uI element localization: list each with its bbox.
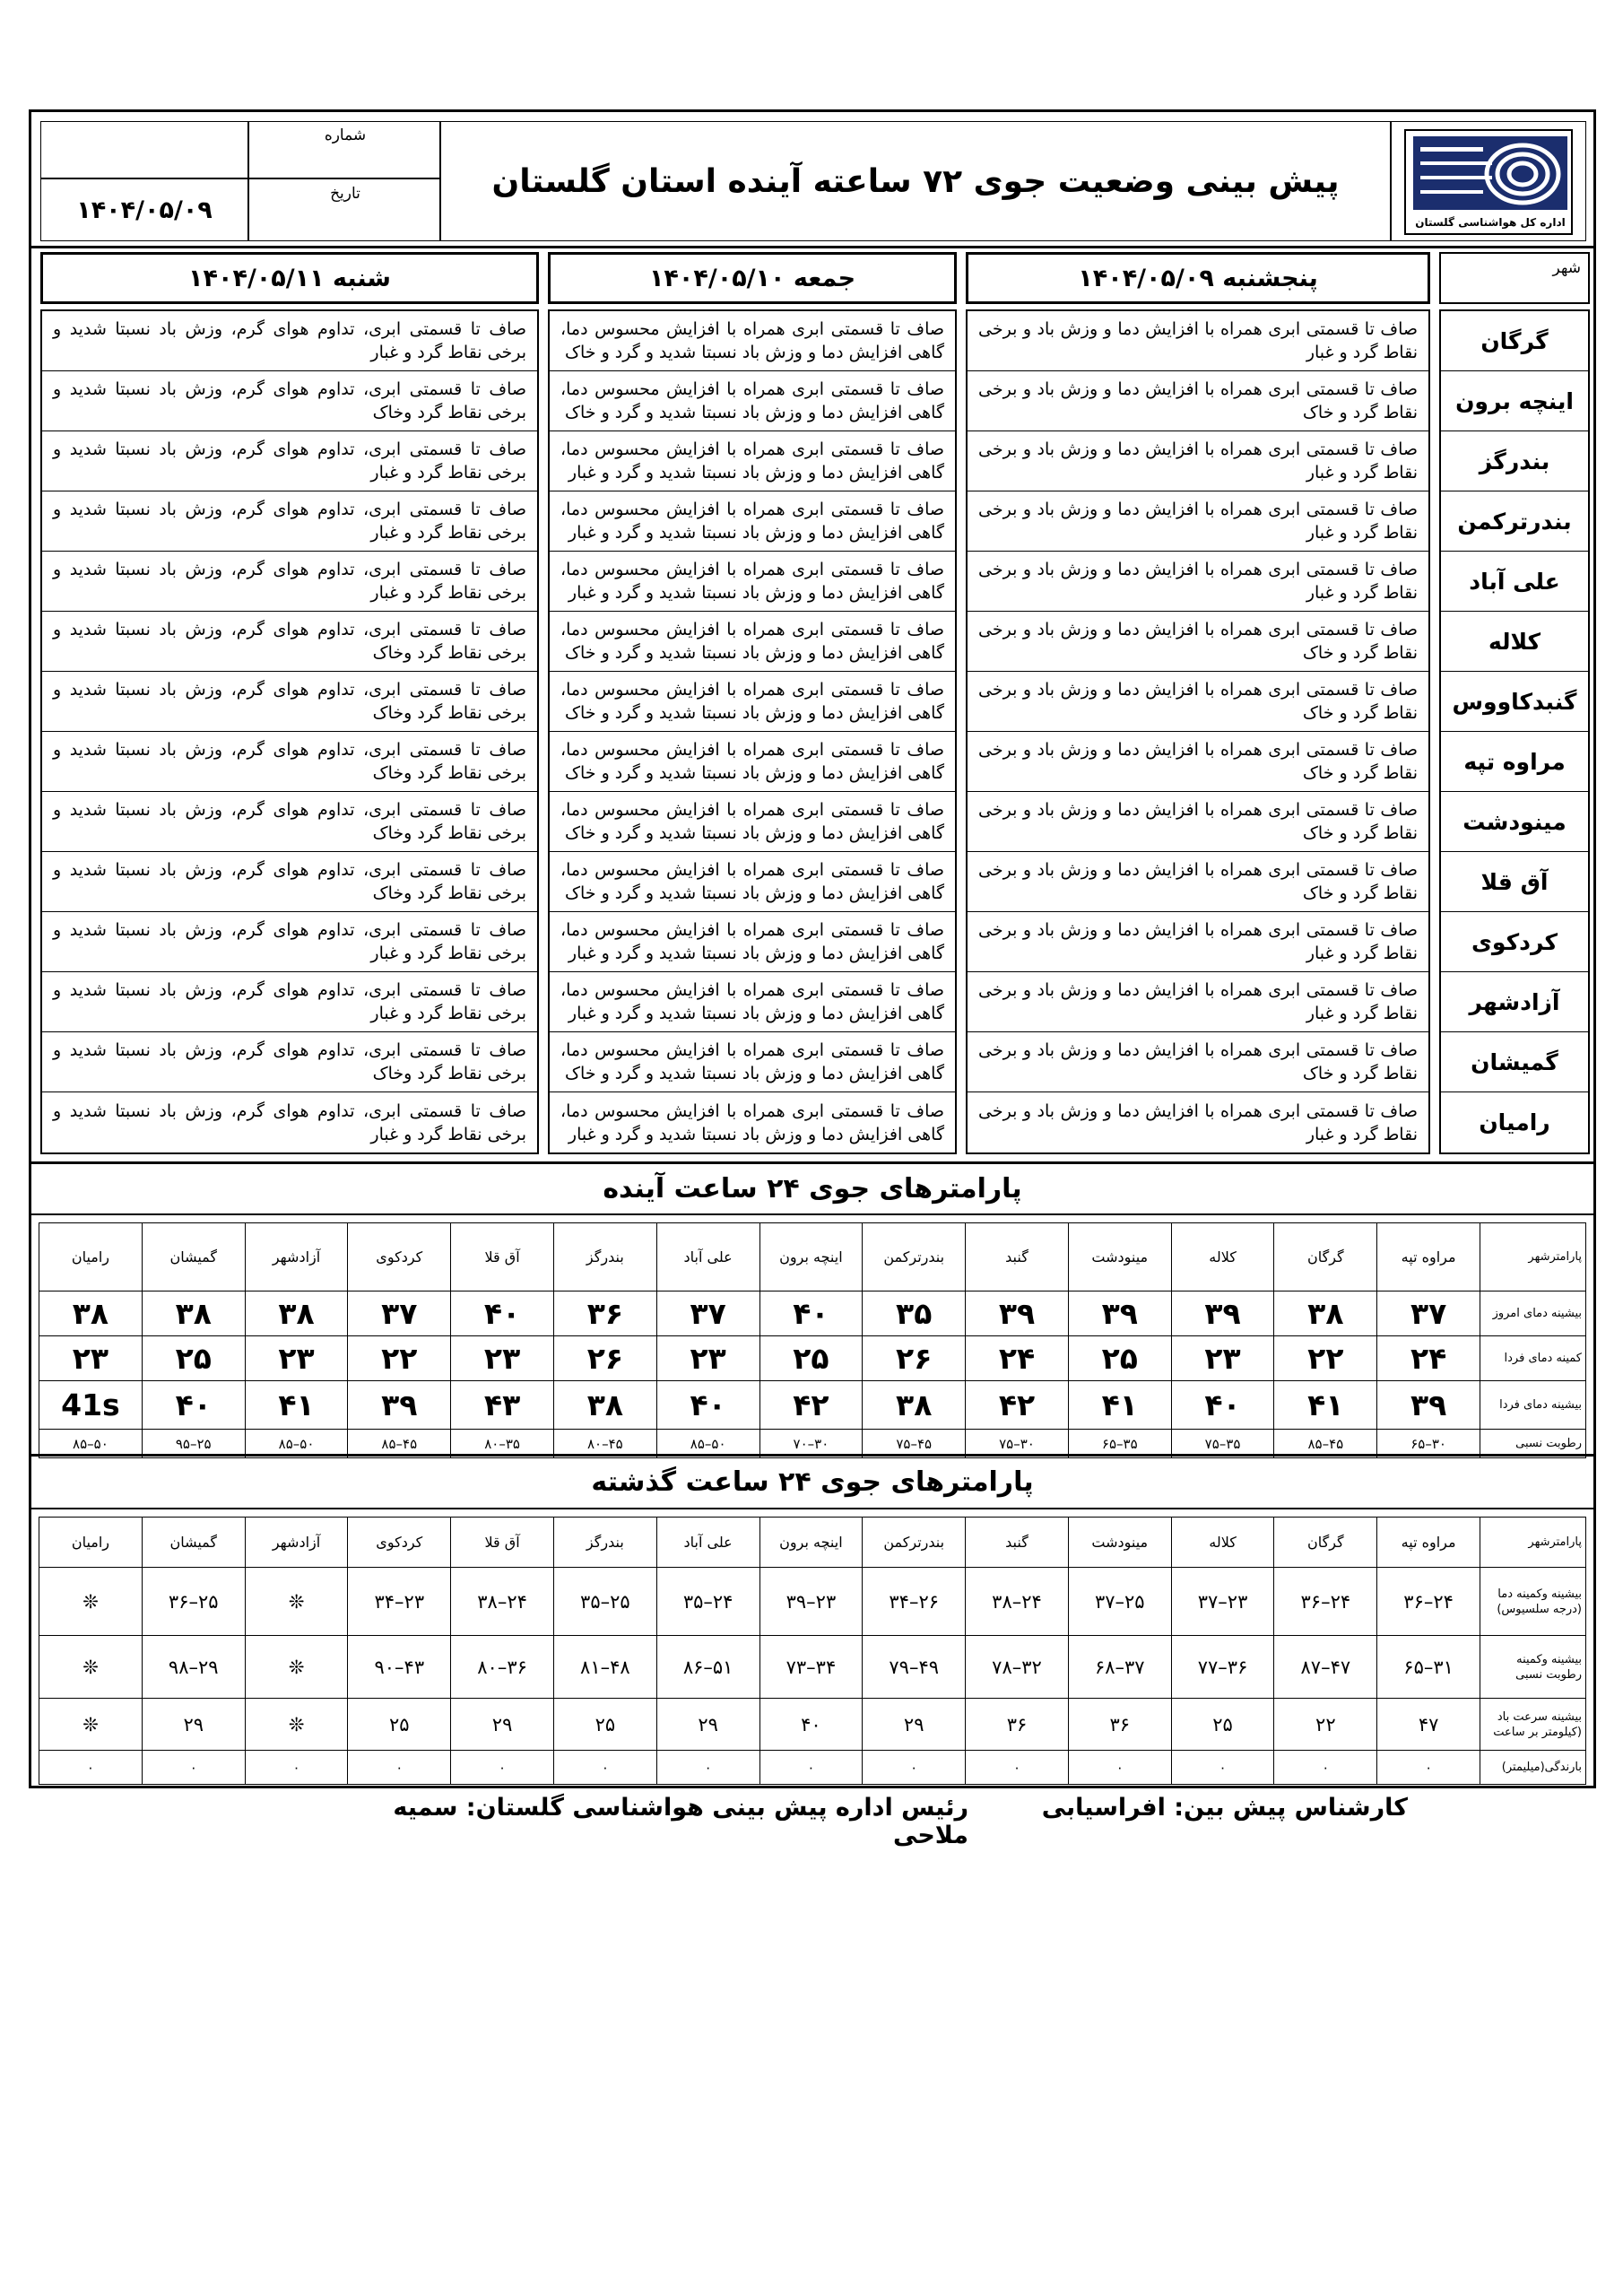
table-row	[39, 1699, 1586, 1751]
forecast-day1: صاف تا قسمتی ابری همراه با افزایش دما و وزش باد و برخی نقاط گرد و خاک	[968, 672, 1428, 732]
table-cell: ۳۸	[863, 1381, 966, 1430]
table-cell: ۰	[1068, 1751, 1171, 1785]
table-cell: ۲۵	[142, 1336, 245, 1381]
day-header-saturday: شنبه ۱۴۰۴/۰۵/۱۱	[40, 252, 539, 304]
row-label: بیشینه دمای فردا	[1480, 1381, 1586, 1430]
forecast-day2: صاف تا قسمتی ابری همراه با افزایش محسوس دما، گاهی افزایش دما و وزش باد نسبتا شدید و گرد و خاک	[550, 1032, 955, 1092]
row-label: بیشینه وکمینه رطوبت نسبی	[1480, 1636, 1586, 1699]
table-cell: ۲۵–۳۷	[1068, 1568, 1171, 1636]
table-cell: ۰	[39, 1751, 143, 1785]
city-name: گمیشان	[1441, 1032, 1588, 1092]
past24-table	[39, 1517, 1586, 1785]
table-cell: ❊	[39, 1699, 143, 1751]
table-cell: ۲۵–۹۵	[142, 1430, 245, 1458]
table-cell: ۲۹	[656, 1699, 759, 1751]
table-cell: ۴۰	[142, 1381, 245, 1430]
forecast-day1: صاف تا قسمتی ابری همراه با افزایش دما و وزش باد و برخی نقاط گرد و خاک	[968, 792, 1428, 852]
table-cell: ۲۹–۹۸	[142, 1636, 245, 1699]
forecaster-name: کارشناس پیش بین: افراسیابی	[1041, 1794, 1408, 1822]
table-cell: ۳۵–۶۵	[1068, 1430, 1171, 1458]
table-cell: ۴۱	[1068, 1381, 1171, 1430]
table-cell: ۳۲–۷۸	[966, 1636, 1069, 1699]
table-cell: ۲۵	[1068, 1336, 1171, 1381]
table-cell: ۵۱–۸۶	[656, 1636, 759, 1699]
city-name: اینچه برون	[1441, 371, 1588, 431]
city-column-header: آزادشهر	[245, 1223, 348, 1292]
table-cell: ۳۶–۸۰	[451, 1636, 554, 1699]
city-column-header: مینودشت	[1068, 1223, 1171, 1292]
table-cell: ۳۷	[348, 1292, 451, 1336]
forecast-sheet	[29, 109, 1596, 1788]
table-cell: ۲۵	[553, 1699, 656, 1751]
city-name: کردکوی	[1441, 912, 1588, 972]
city-column-header: مینودشت	[1068, 1518, 1171, 1568]
forecast-day1: صاف تا قسمتی ابری همراه با افزایش دما و وزش باد و برخی نقاط گرد و غبار	[968, 552, 1428, 612]
number-value	[41, 122, 247, 178]
table-cell: ۲۴–۳۵	[656, 1568, 759, 1636]
table-cell: ۰	[966, 1751, 1069, 1785]
table-cell: ۰	[1377, 1751, 1480, 1785]
city-column-header: بندرگز	[553, 1518, 656, 1568]
forecast-day2: صاف تا قسمتی ابری همراه با افزایش محسوس دما، گاهی افزایش دما و وزش باد نسبتا شدید و گرد و خاک	[550, 792, 955, 852]
table-cell: ۲۶	[553, 1336, 656, 1381]
city-name: گنبدکاووس	[1441, 672, 1588, 732]
table-cell: ۲۳–۳۴	[348, 1568, 451, 1636]
forecast-day1: صاف تا قسمتی ابری همراه با افزایش دما و وزش باد و برخی نقاط گرد و غبار	[968, 431, 1428, 491]
day-header-thursday: پنجشنبه ۱۴۰۴/۰۵/۰۹	[966, 252, 1430, 304]
table-cell: ۲۳	[39, 1336, 143, 1381]
forecast-day3: صاف تا قسمتی ابری، تداوم هوای گرم، وزش باد نسبتا شدید و برخی نقاط گرد وخاک	[42, 672, 537, 732]
table-cell: ۲۹	[451, 1699, 554, 1751]
table-cell: ۳۸	[1274, 1292, 1377, 1336]
table-cell: ۳۷	[656, 1292, 759, 1336]
next24-title: پارامترهای جوی ۲۴ ساعت آینده	[31, 1161, 1593, 1215]
city-column-header: رامیان	[39, 1518, 143, 1568]
city-name: بندرگز	[1441, 431, 1588, 491]
table-cell: ۴۵–۷۵	[863, 1430, 966, 1458]
table-row	[39, 1381, 1586, 1430]
table-cell: ۳۷–۶۸	[1068, 1636, 1171, 1699]
row-label: رطوبت نسبی	[1480, 1430, 1586, 1458]
table-cell: ۳۵–۷۵	[1171, 1430, 1274, 1458]
row-label: کمینه دمای فردا	[1480, 1336, 1586, 1381]
table-cell: ۴۸–۸۱	[553, 1636, 656, 1699]
city-name: بندرترکمن	[1441, 491, 1588, 552]
table-row	[39, 1292, 1586, 1336]
city-column-header: گرگان	[1274, 1518, 1377, 1568]
table-cell: ۳۹	[966, 1292, 1069, 1336]
forecast-day1: صاف تا قسمتی ابری همراه با افزایش دما و وزش باد و برخی نقاط گرد و خاک	[968, 852, 1428, 912]
table-cell: ❊	[39, 1568, 143, 1636]
table-cell: ۲۵–۳۶	[142, 1568, 245, 1636]
city-column-header: آق قلا	[451, 1518, 554, 1568]
forecast-day2: صاف تا قسمتی ابری همراه با افزایش محسوس دما، گاهی افزایش دما و وزش باد نسبتا شدید و گرد و غبار	[550, 972, 955, 1032]
table-cell: ۳۰–۶۵	[1377, 1430, 1480, 1458]
table-cell: ۳۵–۸۰	[451, 1430, 554, 1458]
table-cell: ۲۴–۳۶	[1274, 1568, 1377, 1636]
table-cell: ۰	[142, 1751, 245, 1785]
forecast-day2: صاف تا قسمتی ابری همراه با افزایش محسوس دما، گاهی افزایش دما و وزش باد نسبتا شدید و گرد و خاک	[550, 311, 955, 371]
forecast-day2: صاف تا قسمتی ابری همراه با افزایش محسوس دما، گاهی افزایش دما و وزش باد نسبتا شدید و گرد و خاک	[550, 612, 955, 672]
corner-header: پارامترشهر	[1480, 1518, 1586, 1568]
city-column-header: آزادشهر	[245, 1518, 348, 1568]
forecast-day2: صاف تا قسمتی ابری همراه با افزایش محسوس دما، گاهی افزایش دما و وزش باد نسبتا شدید و گرد و خاک	[550, 852, 955, 912]
table-cell: ۳۶	[553, 1292, 656, 1336]
city-name: کلاله	[1441, 612, 1588, 672]
forecast-day3: صاف تا قسمتی ابری، تداوم هوای گرم، وزش باد نسبتا شدید و برخی نقاط گرد و غبار	[42, 552, 537, 612]
table-cell: ۰	[348, 1751, 451, 1785]
forecast-day2: صاف تا قسمتی ابری همراه با افزایش محسوس دما، گاهی افزایش دما و وزش باد نسبتا شدید و گرد و خاک	[550, 732, 955, 792]
table-cell: ۰	[1171, 1751, 1274, 1785]
row-label: بیشینه وکمینه دما (درجه سلسیوس)	[1480, 1568, 1586, 1636]
city-column-header: بندرگز	[553, 1223, 656, 1292]
forecast-day2: صاف تا قسمتی ابری همراه با افزایش محسوس دما، گاهی افزایش دما و وزش باد نسبتا شدید و گرد و غبار	[550, 552, 955, 612]
table-cell: ۴۰	[759, 1292, 863, 1336]
table-cell: ۲۴	[966, 1336, 1069, 1381]
table-cell: ۲۴–۳۶	[1377, 1568, 1480, 1636]
forecast-day3: صاف تا قسمتی ابری، تداوم هوای گرم، وزش باد نسبتا شدید و برخی نقاط گرد و غبار	[42, 311, 537, 371]
city-column-header: مراوه تپه	[1377, 1518, 1480, 1568]
city-column-header: کلاله	[1171, 1518, 1274, 1568]
table-cell: ۴۱	[1274, 1381, 1377, 1430]
forecast-day3: صاف تا قسمتی ابری، تداوم هوای گرم، وزش باد نسبتا شدید و برخی نقاط گرد و غبار	[42, 491, 537, 552]
logo	[1404, 129, 1573, 235]
meteorological-spiral-icon	[1413, 136, 1567, 210]
table-cell: ۳۶	[966, 1699, 1069, 1751]
forecast-day3: صاف تا قسمتی ابری، تداوم هوای گرم، وزش باد نسبتا شدید و برخی نقاط گرد و غبار	[53, 1100, 526, 1144]
number-value-cell	[40, 121, 440, 178]
date-value: ۱۴۰۴/۰۵/۰۹	[76, 196, 213, 224]
city-column-header: گنبد	[966, 1518, 1069, 1568]
table-cell: ۲۶–۳۴	[863, 1568, 966, 1636]
past24-title: پارامترهای جوی ۲۴ ساعت گذشته	[31, 1454, 1593, 1509]
table-cell: ۲۵	[759, 1336, 863, 1381]
table-cell: ۰	[656, 1751, 759, 1785]
city-column-header: بندرترکمن	[863, 1223, 966, 1292]
forecast-day1: صاف تا قسمتی ابری همراه با افزایش دما و وزش باد و برخی نقاط گرد و خاک	[968, 1032, 1428, 1092]
table-cell: ۳۰–۷۵	[966, 1430, 1069, 1458]
forecast-day1: صاف تا قسمتی ابری همراه با افزایش دما و وزش باد و برخی نقاط گرد و غبار	[978, 1100, 1418, 1144]
table-cell: ۲۳–۳۹	[759, 1568, 863, 1636]
forecast-day1: صاف تا قسمتی ابری همراه با افزایش دما و وزش باد و برخی نقاط گرد و خاک	[968, 612, 1428, 672]
table-cell: ۰	[451, 1751, 554, 1785]
page-title: پیش بینی وضعیت جوی ۷۲ ساعته آینده استان گلستان	[440, 121, 1391, 241]
table-cell: ۴۲	[966, 1381, 1069, 1430]
table-cell: ۳۷	[1377, 1292, 1480, 1336]
table-cell: ۴۹–۷۹	[863, 1636, 966, 1699]
city-column-header: علی آباد	[656, 1223, 759, 1292]
forecast-day1: صاف تا قسمتی ابری همراه با افزایش دما و وزش باد و برخی نقاط گرد و غبار	[968, 972, 1428, 1032]
table-cell: ۲۳	[1171, 1336, 1274, 1381]
table-cell: ۰	[759, 1751, 863, 1785]
table-cell: ۲۴	[1377, 1336, 1480, 1381]
day-header-friday: جمعه ۱۴۰۴/۰۵/۱۰	[548, 252, 957, 304]
table-cell: ❊	[245, 1636, 348, 1699]
forecast-day1: صاف تا قسمتی ابری همراه با افزایش دما و وزش باد و برخی نقاط گرد و غبار	[968, 311, 1428, 371]
city-column-header: علی آباد	[656, 1518, 759, 1568]
table-cell: ❊	[245, 1699, 348, 1751]
table-cell: ۲۵–۳۵	[553, 1568, 656, 1636]
table-cell: ۴۷	[1377, 1699, 1480, 1751]
city-name: آق قلا	[1441, 852, 1588, 912]
table-cell: ۵۰–۸۵	[656, 1430, 759, 1458]
table-cell: ۲۳–۳۷	[1171, 1568, 1274, 1636]
city-column-header: کردکوی	[348, 1518, 451, 1568]
forecast-day1: صاف تا قسمتی ابری همراه با افزایش دما و وزش باد و برخی نقاط گرد و خاک	[968, 371, 1428, 431]
row-label: بیشینه سرعت باد (کیلومتر بر ساعت	[1480, 1699, 1586, 1751]
city-column-header: اینچه برون	[759, 1518, 863, 1568]
table-cell: ۴۳–۹۰	[348, 1636, 451, 1699]
table-row	[39, 1568, 1586, 1636]
table-cell: ۰	[553, 1751, 656, 1785]
city-column-header: اینچه برون	[759, 1223, 863, 1292]
city-column-header: کردکوی	[348, 1223, 451, 1292]
forecast-day2: صاف تا قسمتی ابری همراه با افزایش محسوس دما، گاهی افزایش دما و وزش باد نسبتا شدید و گرد و خاک	[550, 672, 955, 732]
table-cell: ۴۱	[245, 1381, 348, 1430]
table-cell: ۰	[1274, 1751, 1377, 1785]
city-name: آزادشهر	[1441, 972, 1588, 1032]
city-name: مینودشت	[1441, 792, 1588, 852]
city-column-header: مراوه تپه	[1377, 1223, 1480, 1292]
table-cell: ۲۵	[348, 1699, 451, 1751]
city-column-header: گنبد	[966, 1223, 1069, 1292]
table-cell: ۲۳	[451, 1336, 554, 1381]
city-column-header: گرگان	[1274, 1223, 1377, 1292]
logo-caption: اداره کل هواشناسی گلستان	[1415, 216, 1566, 229]
table-cell: ۳۱–۶۵	[1377, 1636, 1480, 1699]
table-cell: ۳۸	[245, 1292, 348, 1336]
forecast-day2: صاف تا قسمتی ابری همراه با افزایش محسوس دما، گاهی افزایش دما و وزش باد نسبتا شدید و گرد و خاک	[550, 371, 955, 431]
row-label: بارندگی(میلیمتر)	[1480, 1751, 1586, 1785]
table-cell: ۴۰	[1171, 1381, 1274, 1430]
forecast-day2: صاف تا قسمتی ابری همراه با افزایش محسوس دما، گاهی افزایش دما و وزش باد نسبتا شدید و گرد و غبار	[550, 431, 955, 491]
table-cell: ۴۵–۸۰	[553, 1430, 656, 1458]
table-row	[39, 1336, 1586, 1381]
table-cell: ۴۵–۸۵	[1274, 1430, 1377, 1458]
table-cell: ۳۰–۷۰	[759, 1430, 863, 1458]
table-cell: ۲۲	[1274, 1336, 1377, 1381]
table-cell: ۳۵	[863, 1292, 966, 1336]
city-column-header: گمیشان	[142, 1518, 245, 1568]
forecast-day2: صاف تا قسمتی ابری همراه با افزایش محسوس دما، گاهی افزایش دما و وزش باد نسبتا شدید و گرد و غبار	[550, 912, 955, 972]
table-cell: ❊	[245, 1568, 348, 1636]
table-row	[39, 1636, 1586, 1699]
forecast-day3: صاف تا قسمتی ابری، تداوم هوای گرم، وزش باد نسبتا شدید و برخی نقاط گرد وخاک	[42, 852, 537, 912]
table-cell: ۲۵	[1171, 1699, 1274, 1751]
table-cell: ۲۳	[245, 1336, 348, 1381]
number-label: شماره	[324, 126, 367, 144]
table-cell: ۳۹	[348, 1381, 451, 1430]
next24-table	[39, 1222, 1586, 1458]
table-cell: ۴۵–۸۵	[348, 1430, 451, 1458]
date-cell	[40, 178, 440, 241]
city-name: گرگان	[1441, 311, 1588, 371]
forecast-day3: صاف تا قسمتی ابری، تداوم هوای گرم، وزش باد نسبتا شدید و برخی نقاط گرد وخاک	[42, 612, 537, 672]
table-cell: ۴۰	[451, 1292, 554, 1336]
logo-cell	[1391, 121, 1586, 241]
table-cell: ۲۲	[1274, 1699, 1377, 1751]
table-cell: ۴۲	[759, 1381, 863, 1430]
forecast-day1: صاف تا قسمتی ابری همراه با افزایش دما و وزش باد و برخی نقاط گرد و غبار	[968, 912, 1428, 972]
city-column-header: بندرترکمن	[863, 1518, 966, 1568]
corner-header: پارامترشهر	[1480, 1223, 1586, 1292]
city-header: شهر	[1439, 252, 1590, 304]
table-cell: ۲۲	[348, 1336, 451, 1381]
table-cell: ۴۳	[451, 1381, 554, 1430]
table-cell: ۴۰	[759, 1699, 863, 1751]
table-cell: ۵۰–۸۵	[245, 1430, 348, 1458]
section-divider	[31, 246, 1593, 248]
forecast-day3: صاف تا قسمتی ابری، تداوم هوای گرم، وزش باد نسبتا شدید و برخی نقاط گرد و غبار	[42, 972, 537, 1032]
city-column-header: آق قلا	[451, 1223, 554, 1292]
table-cell: ۲۳	[656, 1336, 759, 1381]
table-cell: ۰	[863, 1751, 966, 1785]
table-cell: ۲۶	[863, 1336, 966, 1381]
table-cell: ۳۶–۷۷	[1171, 1636, 1274, 1699]
city-column-header: کلاله	[1171, 1223, 1274, 1292]
table-cell: ۳۸	[39, 1292, 143, 1336]
table-cell: ۲۴–۳۸	[451, 1568, 554, 1636]
table-cell: ۴۷–۸۷	[1274, 1636, 1377, 1699]
row-label: بیشینه دمای امروز	[1480, 1292, 1586, 1336]
table-cell: ۳۸	[553, 1381, 656, 1430]
table-cell: ۰	[245, 1751, 348, 1785]
table-cell: ۳۶	[1068, 1699, 1171, 1751]
city-name: رامیان	[1479, 1109, 1550, 1135]
table-cell: ۲۹	[142, 1699, 245, 1751]
forecast-day3: صاف تا قسمتی ابری، تداوم هوای گرم، وزش باد نسبتا شدید و برخی نقاط گرد وخاک	[42, 371, 537, 431]
table-cell: ۴۰	[656, 1381, 759, 1430]
table-cell: ۵۰–۸۵	[39, 1430, 143, 1458]
table-cell: ۲۹	[863, 1699, 966, 1751]
city-column-header: گمیشان	[142, 1223, 245, 1292]
city-name: علی آباد	[1441, 552, 1588, 612]
table-cell: ۳۹	[1068, 1292, 1171, 1336]
forecast-day1: صاف تا قسمتی ابری همراه با افزایش دما و وزش باد و برخی نقاط گرد و غبار	[968, 491, 1428, 552]
head-name: رئیس اداره پیش بینی هواشناسی گلستان: سمیه ملاحی	[393, 1794, 968, 1849]
table-cell: ❊	[39, 1636, 143, 1699]
table-cell: ۳۹	[1377, 1381, 1480, 1430]
date-label: تاریخ	[330, 185, 360, 203]
table-cell: ۳۸	[142, 1292, 245, 1336]
table-cell: ۳۹	[1171, 1292, 1274, 1336]
forecast-day3: صاف تا قسمتی ابری، تداوم هوای گرم، وزش باد نسبتا شدید و برخی نقاط گرد وخاک	[42, 792, 537, 852]
forecast-day3: صاف تا قسمتی ابری، تداوم هوای گرم، وزش باد نسبتا شدید و برخی نقاط گرد وخاک	[42, 1032, 537, 1092]
city-name: مراوه تپه	[1441, 732, 1588, 792]
forecast-day3: صاف تا قسمتی ابری، تداوم هوای گرم، وزش باد نسبتا شدید و برخی نقاط گرد و غبار	[42, 912, 537, 972]
forecast-day2: صاف تا قسمتی ابری همراه با افزایش محسوس دما، گاهی افزایش دما و وزش باد نسبتا شدید و گرد و غبار	[550, 491, 955, 552]
forecast-day3: صاف تا قسمتی ابری، تداوم هوای گرم، وزش باد نسبتا شدید و برخی نقاط گرد و غبار	[42, 431, 537, 491]
table-row	[39, 1751, 1586, 1785]
table-cell: ۳۴–۷۳	[759, 1636, 863, 1699]
forecast-day1: صاف تا قسمتی ابری همراه با افزایش دما و وزش باد و برخی نقاط گرد و خاک	[968, 732, 1428, 792]
table-cell: ۲۴–۳۸	[966, 1568, 1069, 1636]
forecast-day2: صاف تا قسمتی ابری همراه با افزایش محسوس دما، گاهی افزایش دما و وزش باد نسبتا شدید و گرد و غبار	[560, 1100, 944, 1144]
city-column-header: رامیان	[39, 1223, 143, 1292]
table-cell: 41s	[39, 1381, 143, 1430]
forecast-day3: صاف تا قسمتی ابری، تداوم هوای گرم، وزش باد نسبتا شدید و برخی نقاط گرد وخاک	[42, 732, 537, 792]
